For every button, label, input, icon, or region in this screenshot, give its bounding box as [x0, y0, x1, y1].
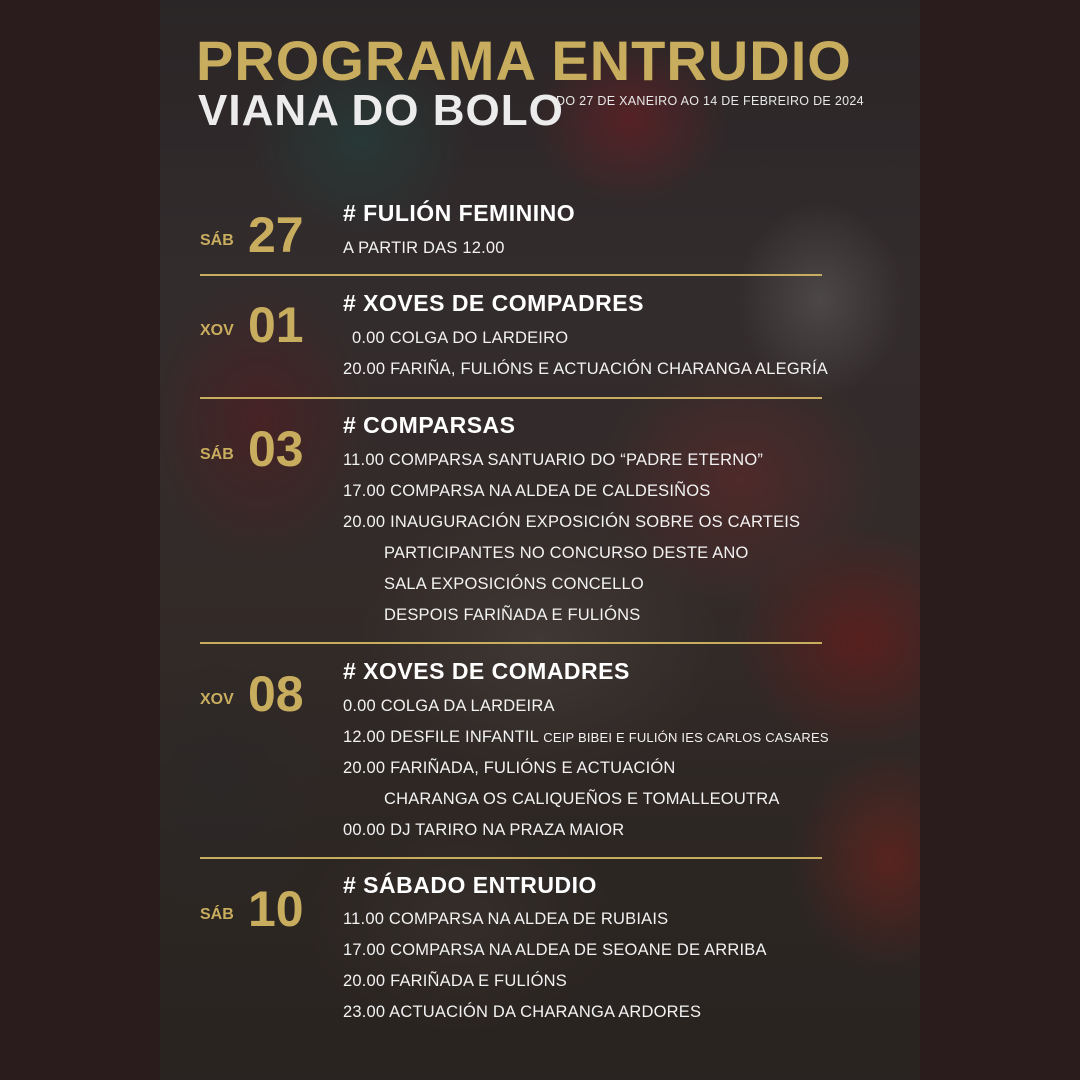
event-line: 20.00 FARIÑADA, FULIÓNS E ACTUACIÓN: [343, 759, 676, 777]
day-block: [200, 196, 340, 263]
event-line: 0.00 COLGA DO LARDEIRO: [352, 329, 569, 347]
day-number: 08: [248, 666, 304, 722]
event-line: [343, 728, 829, 747]
event-line: 00.00 DJ TARIRO NA PRAZA MAIOR: [343, 821, 625, 839]
title-programa-entrudio: PROGRAMA ENTRUDIO: [196, 29, 852, 92]
event-line: DESPOIS FARIÑADA E FULIÓNS: [384, 606, 641, 624]
day-block: [200, 410, 340, 477]
event-line-detail: CEIP BIBEI E FULIÓN IES CARLOS CASARES: [543, 730, 829, 745]
event-line: 11.00 COMPARSA NA ALDEA DE RUBIAIS: [343, 910, 669, 928]
event-heading: # XOVES DE COMPADRES: [343, 290, 644, 316]
event-line: A PARTIR DAS 12.00: [343, 239, 505, 257]
day-number: 03: [248, 421, 304, 477]
divider: [200, 642, 822, 644]
day-block: [200, 286, 340, 353]
event-line: 11.00 COMPARSA SANTUARIO DO “PADRE ETERNO”: [343, 451, 764, 469]
event-line: 17.00 COMPARSA NA ALDEA DE SEOANE DE ARRIBA: [343, 941, 767, 959]
poster: [160, 0, 920, 1080]
event-heading: # SÁBADO ENTRUDIO: [343, 872, 597, 898]
divider: [200, 274, 822, 276]
event-line: 20.00 INAUGURACIÓN EXPOSICIÓN SOBRE OS CARTEIS: [343, 513, 801, 531]
event-line: PARTICIPANTES NO CONCURSO DESTE ANO: [384, 544, 749, 562]
weekday-label: SÁB: [200, 232, 234, 249]
day-block: [200, 870, 340, 937]
event-line: 23.00 ACTUACIÓN DA CHARANGA ARDORES: [343, 1003, 702, 1021]
weekday-label: SÁB: [200, 446, 234, 463]
day-number: 01: [248, 297, 304, 353]
event-line: 0.00 COLGA DA LARDEIRA: [343, 697, 555, 715]
weekday-label: XOV: [200, 322, 234, 339]
event-line: CHARANGA OS CALIQUEÑOS E TOMALLEOUTRA: [384, 790, 780, 808]
event-line: 17.00 COMPARSA NA ALDEA DE CALDESIÑOS: [343, 482, 711, 500]
date-range: DO 27 DE XANEIRO AO 14 DE FEBREIRO DE 2024: [556, 94, 864, 108]
event-line: 20.00 FARIÑA, FULIÓNS E ACTUACIÓN CHARANGA ALEGRÍA: [343, 360, 828, 378]
event-line-main: 12.00 DESFILE INFANTIL: [343, 728, 539, 746]
event-heading: # COMPARSAS: [343, 412, 516, 438]
title-viana-do-bolo: VIANA DO BOLO: [198, 86, 564, 135]
weekday-label: XOV: [200, 691, 234, 708]
day-block: [200, 655, 340, 722]
day-number: 10: [248, 881, 304, 937]
event-line: SALA EXPOSICIÓNS CONCELLO: [384, 575, 644, 593]
weekday-label: SÁB: [200, 906, 234, 923]
event-heading: # XOVES DE COMADRES: [343, 658, 630, 684]
event-heading: # FULIÓN FEMININO: [343, 200, 576, 226]
divider: [200, 397, 822, 399]
event-line: 20.00 FARIÑADA E FULIÓNS: [343, 972, 567, 990]
day-number: 27: [248, 207, 304, 263]
divider: [200, 857, 822, 859]
